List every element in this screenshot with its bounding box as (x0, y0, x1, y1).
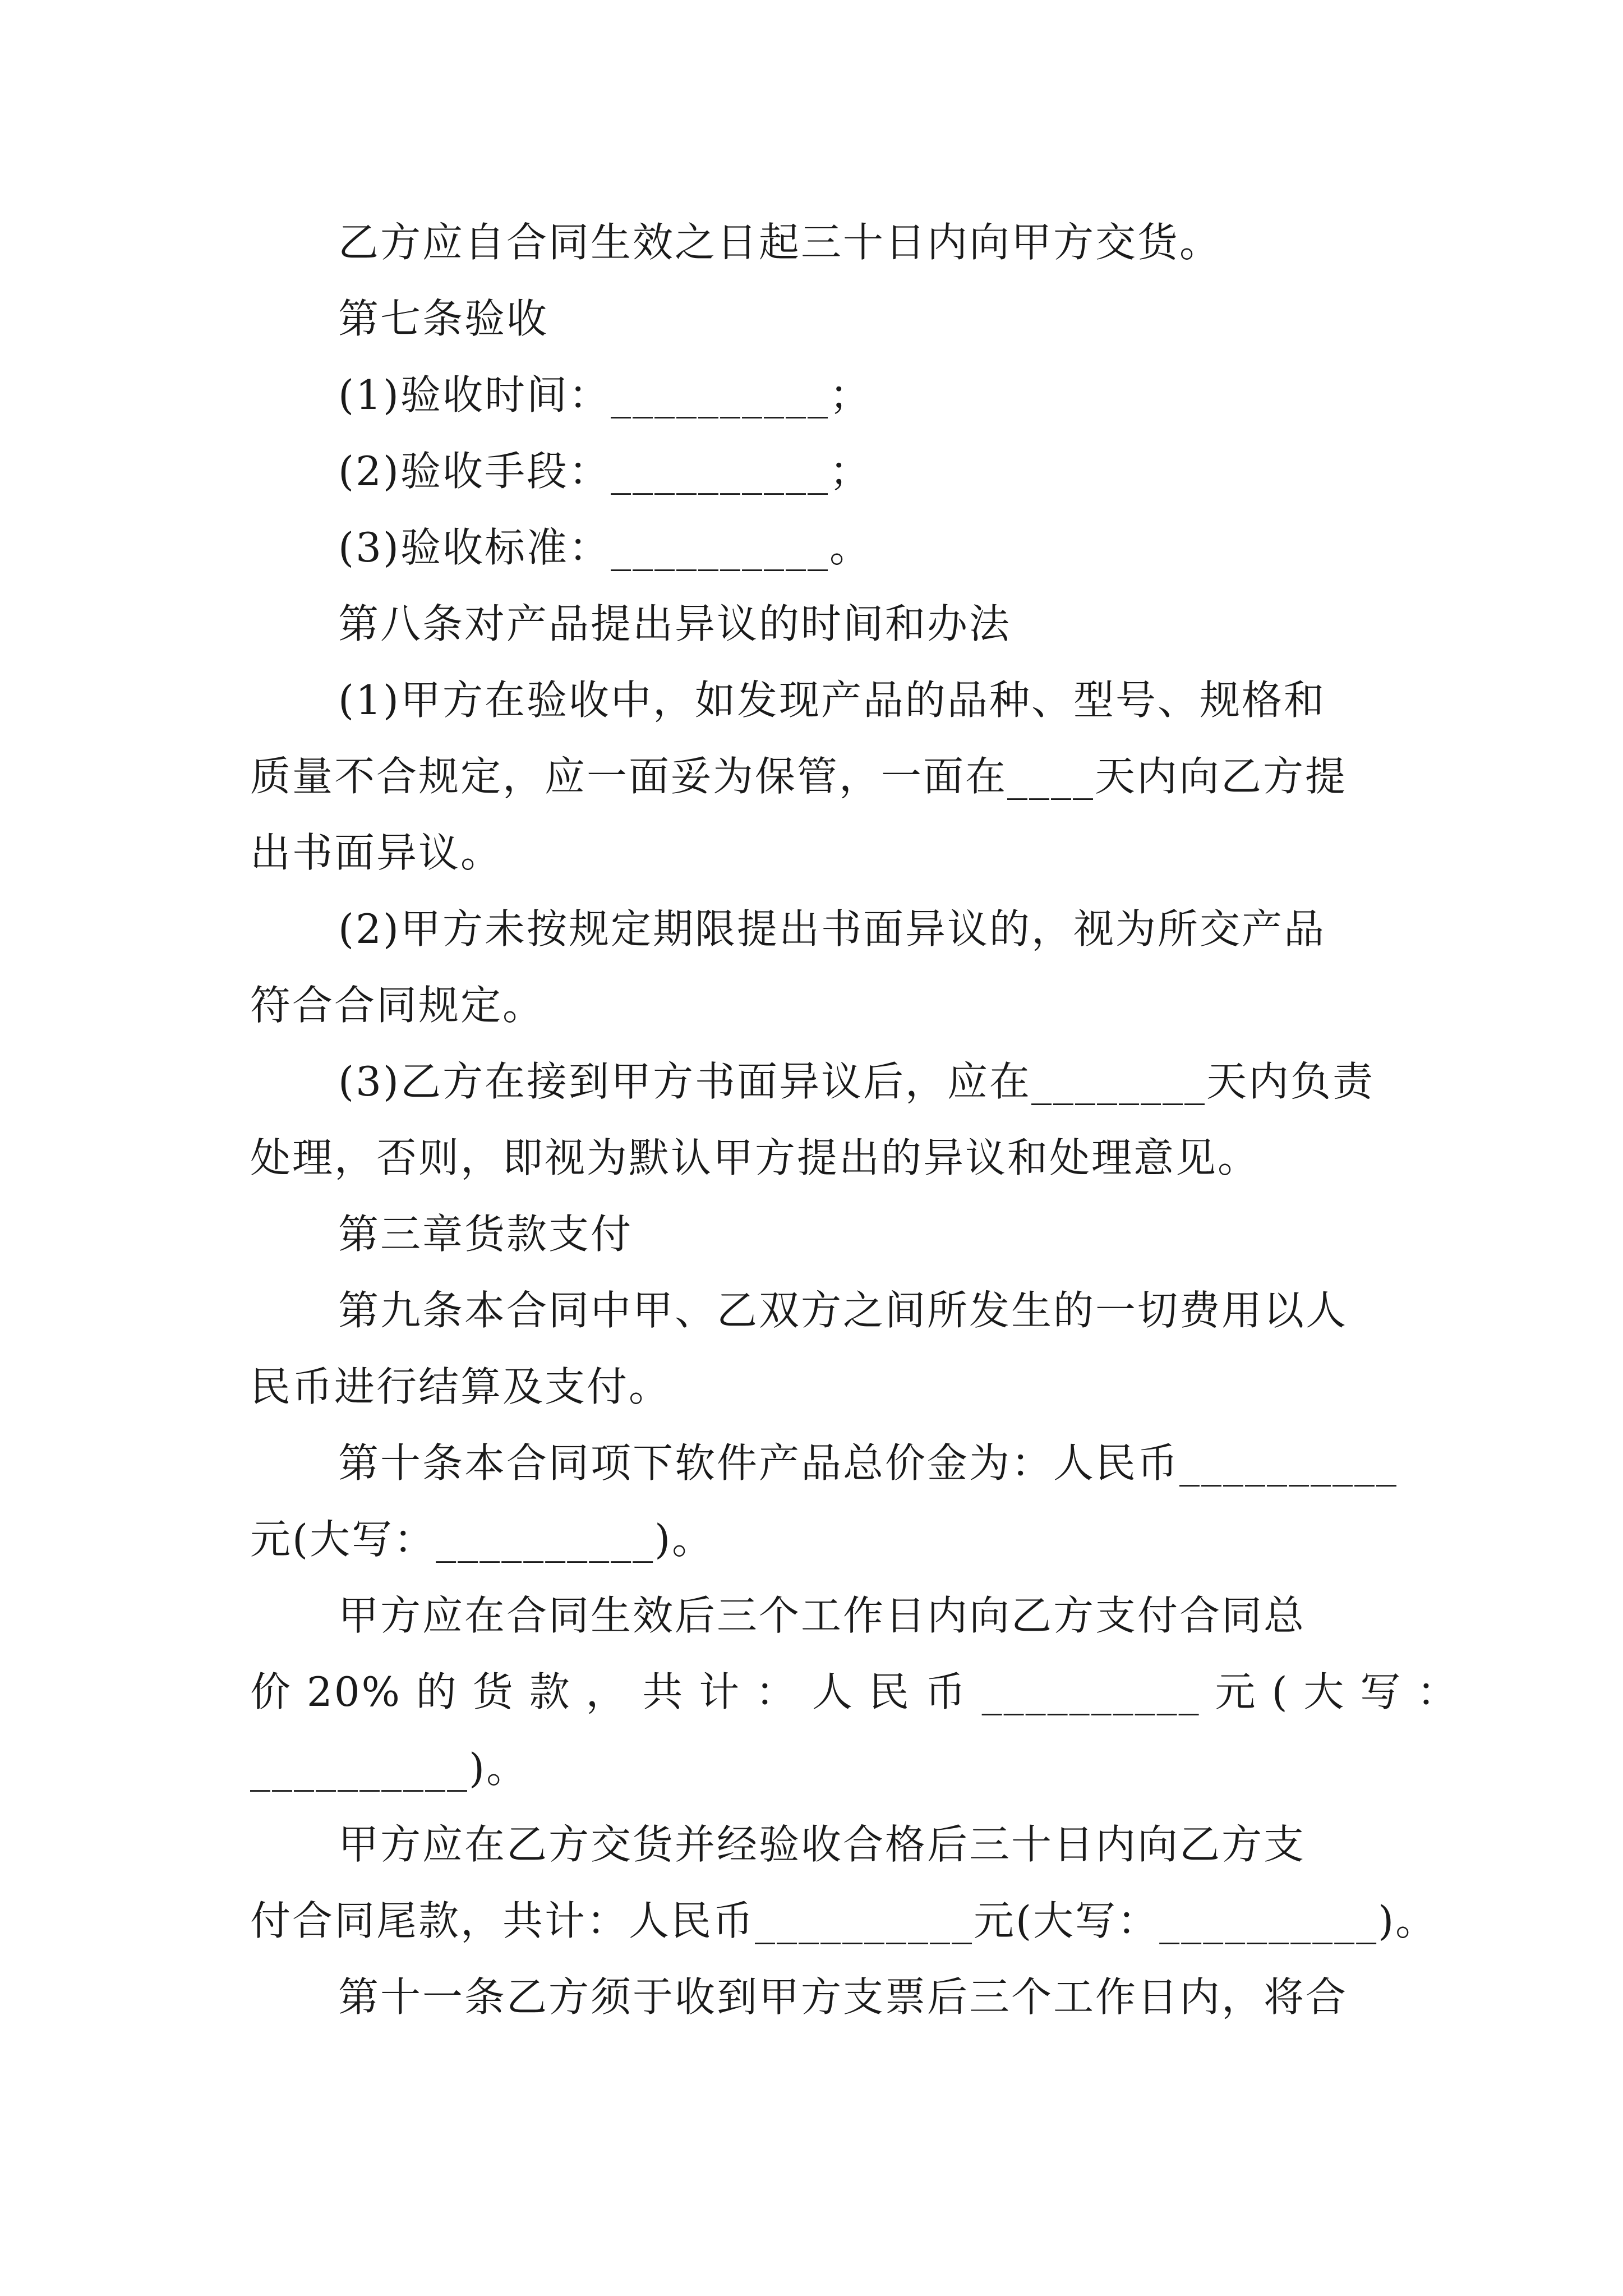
text-line: (2)甲方未按规定期限提出书面异议的，视为所交产品 (338, 905, 1326, 953)
text-line: 乙方应自合同生效之日起三十日内向甲方交货。 (338, 219, 1222, 266)
text-line: (1)甲方在验收中，如发现产品的品种、型号、规格和 (338, 677, 1326, 724)
text-line: 价 20% 的 货 款 ， 共 计 ： 人 民 币 __________ 元 ( 大 写 ： (250, 1668, 1459, 1715)
text-line: 处理，否则，即视为默认甲方提出的异议和处理意见。 (250, 1134, 1260, 1181)
text-line: 符合合同规定。 (250, 982, 545, 1029)
text-line: 甲方应在乙方交货并经验收合格后三十日内向乙方支 (338, 1821, 1306, 1868)
text-line: 出书面异议。 (250, 829, 503, 876)
text-line: 第九条本合同中甲、乙双方之间所发生的一切费用以人 (338, 1287, 1348, 1334)
chapter-heading: 第三章货款支付 (338, 1211, 633, 1258)
text-line: 第十条本合同项下软件产品总价金为：人民币__________ (338, 1439, 1399, 1487)
section-heading: 第七条验收 (338, 295, 549, 342)
text-line: 民币进行结算及支付。 (250, 1363, 671, 1410)
text-line: __________)。 (250, 1745, 529, 1792)
text-line: (2)验收手段：__________； (338, 448, 872, 495)
text-line: 质量不合规定，应一面妥为保管，一面在____天内向乙方提 (250, 753, 1348, 800)
text-line: 元(大写：__________)。 (250, 1516, 714, 1563)
section-heading: 第八条对产品提出异议的时间和办法 (338, 600, 1012, 647)
text-line: (1)验收时间：__________； (338, 371, 872, 418)
text-line: 第十一条乙方须于收到甲方支票后三个工作日内，将合 (338, 1973, 1348, 2021)
text-line: (3)乙方在接到甲方书面异议后，应在________天内负责 (338, 1058, 1375, 1105)
text-line: 付合同尾款，共计：人民币__________元(大写：__________)。 (250, 1897, 1438, 1944)
text-line: 甲方应在合同生效后三个工作日内向乙方支付合同总 (338, 1592, 1306, 1639)
text-line: (3)验收标准：__________。 (338, 524, 872, 571)
